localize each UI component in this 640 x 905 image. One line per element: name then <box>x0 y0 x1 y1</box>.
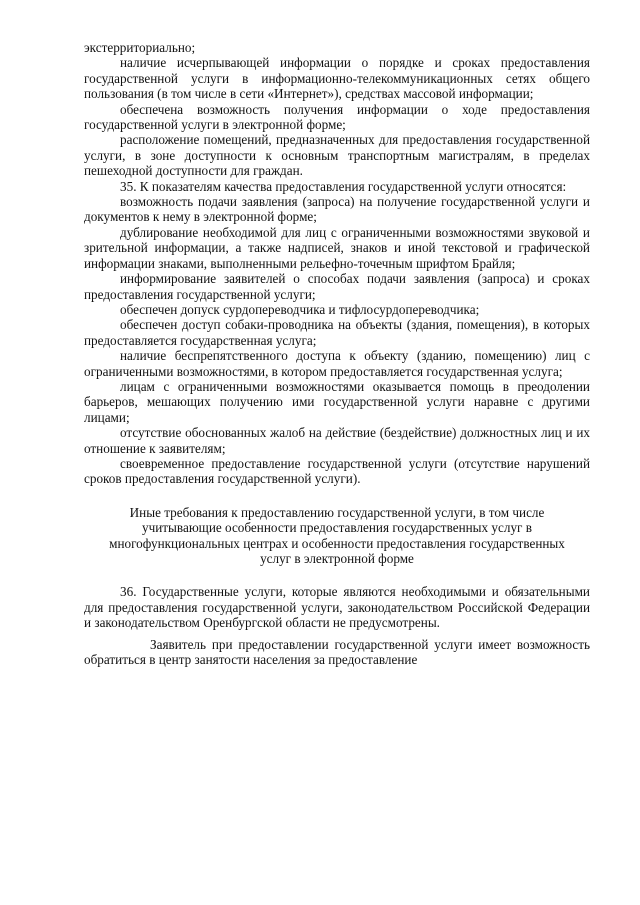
paragraph-informing-applicants: информирование заявителей о способах подачи заявления (запроса) и сроках предоставления государственной услуги; <box>84 271 590 302</box>
paragraph-braille: дублирование необходимой для лиц с ограниченными возможностями звуковой и зрительной информации, а также надписей, знаков и иной текстовой и графической информации знаками, выполненными рельефно-точечным шрифтом Брайля; <box>84 224 590 271</box>
paragraph-timely-provision: своевременное предоставление государственной услуги (отсутствие нарушений сроков предоставления государственной услуги). <box>84 455 590 487</box>
paragraph-no-complaints: отсутствие обоснованных жалоб на действие (бездействие) должностных лиц и их отношение к заявителям; <box>84 425 590 456</box>
paragraph-item-36: 36. Государственные услуги, которые являются необходимыми и обязательными для предоставления государственной услуги, законодательством Российской Федерации и законодательством Оренбургской области не предусмотрены. <box>84 584 590 631</box>
paragraph-guide-dog: обеспечен доступ собаки-проводника на объекты (здания, помещения), в которых предоставляется государственная услуга; <box>84 317 590 348</box>
section-heading: Иные требования к предоставлению государственной услуги, в том числе учитывающие особенности предоставления государственных услуг в многофункциональных центрах и особенности предоставления государственных услуг в электронной форме <box>109 504 565 566</box>
paragraph-assistance: лицам с ограниченными возможностями оказывается помощь в преодолении барьеров, мешающих получению ими государственной услуги наравне с другими лицами; <box>84 378 590 425</box>
paragraph-premises-location: расположение помещений, предназначенных для предоставления государственной услуги, в зоне доступности к основным транспортным магистралям, в пределах пешеходной доступности для граждан. <box>84 132 590 179</box>
paragraph-item-35: 35. К показателям качества предоставления государственной услуги относятся: <box>120 178 567 194</box>
paragraph-unobstructed-access: наличие беспрепятственного доступа к объекту (зданию, помещению) лиц с ограниченными возможностями, в котором предоставляется государственная услуга; <box>84 348 590 379</box>
document-page <box>84 40 590 667</box>
paragraph-electronic-status: обеспечена возможность получения информации о ходе предоставления государственной услуги в электронной форме; <box>84 101 590 133</box>
paragraph-sign-interpreter: обеспечен допуск сурдопереводчика и тифлосурдопереводчика; <box>120 301 480 317</box>
paragraph-applicant-contact: Заявитель при предоставлении государственной услуги имеет возможность обратиться в центр занятости населения за предоставление <box>84 636 590 668</box>
paragraph-electronic-application: возможность подачи заявления (запроса) на получение государственной услуги и документов к нему в электронной форме; <box>84 194 590 225</box>
paragraph-information-availability: наличие исчерпывающей информации о порядке и сроках предоставления государственной услуги в информационно-телекоммуникационных сетях общего пользования (в том числе в сети «Интернет»), средствах массовой информации; <box>84 55 590 102</box>
paragraph-extraterritorial: экстерриториально; <box>84 40 196 55</box>
